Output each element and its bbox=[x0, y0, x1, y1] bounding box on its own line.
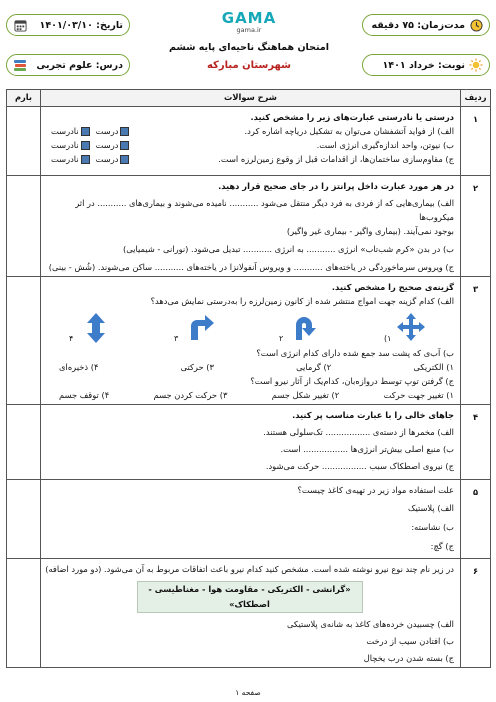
list-item: ب) افتادن سیب از درخت bbox=[366, 636, 454, 646]
four-way-arrow-icon bbox=[396, 312, 426, 342]
true-false-options bbox=[51, 138, 129, 152]
checkbox-icon bbox=[120, 127, 129, 136]
checkbox-icon bbox=[81, 127, 90, 136]
question-title: درستی یا نادرستی عبارت‌های زیر را مشخص کنید. bbox=[250, 112, 454, 122]
list-item bbox=[45, 138, 454, 152]
option-1[interactable]: ۱) الکتریکی bbox=[413, 362, 454, 372]
list-item: الف) پلاستیک bbox=[408, 503, 454, 513]
books-icon bbox=[13, 58, 27, 72]
checkbox-icon bbox=[120, 141, 129, 150]
question-number: ۴ bbox=[461, 405, 491, 480]
false-option[interactable]: نادرست bbox=[51, 138, 90, 152]
checkbox-icon bbox=[120, 155, 129, 164]
score-cell bbox=[7, 480, 41, 559]
question-text: الف) کدام گزینه جهت امواج منتشر شده از کانون زمین‌لرزه را به‌درستی نمایش می‌دهد؟ bbox=[150, 296, 454, 306]
gama-logo bbox=[218, 10, 280, 38]
city-title: شهرستان مبارکه bbox=[206, 60, 291, 71]
date-pill bbox=[6, 14, 130, 36]
questions-table bbox=[6, 89, 491, 668]
score-cell bbox=[7, 405, 41, 480]
score-cell bbox=[7, 277, 41, 405]
word-bank: «گرانشی - الکتریکی - مقاومت هوا - مغناطیسی - اصطکاک» bbox=[137, 581, 363, 613]
score-cell bbox=[7, 559, 41, 668]
turn-pill bbox=[362, 54, 490, 76]
list-item: ج) نیروی اصطکاک سبب ................. حرکت می‌شود. bbox=[265, 461, 454, 471]
list-item: ب) نشاسته: bbox=[411, 522, 454, 532]
question-row-3 bbox=[7, 277, 491, 405]
statement-text: ج) مقاوم‌سازی ساختمان‌ها، از اقدامات قبل از وقوع زمین‌لرزه است. bbox=[218, 154, 454, 164]
question-body bbox=[41, 405, 461, 480]
option-3[interactable]: ۳) حرکت کردن جسم bbox=[153, 390, 228, 400]
option-4[interactable]: ۴) ذخیره‌ای bbox=[59, 362, 99, 372]
list-item: الف) بیماری‌هایی که از فردی به فرد دیگر منتقل می‌شود ........... نامیده می‌شوند و بیماری‌های ........... در اثر میکروب‌ها bbox=[75, 198, 454, 222]
calendar-icon bbox=[13, 18, 27, 32]
list-item: ج) بسته شدن درب یخچال bbox=[363, 653, 454, 663]
list-item: ج) گچ: bbox=[430, 541, 454, 551]
question-number: ۱ bbox=[461, 107, 491, 176]
true-option[interactable]: درست bbox=[96, 152, 130, 166]
clock-icon bbox=[469, 18, 483, 32]
question-number: ۲ bbox=[461, 176, 491, 277]
col-desc-header: شرح سوالات bbox=[41, 90, 461, 107]
checkbox-icon bbox=[81, 155, 90, 164]
list-item: ج) ویروس سرماخوردگی در یاخته‌های ........... و ویروس آنفولانزا در یاخته‌های ........... ساکن می‌شوند. (شُش - بینی) bbox=[48, 262, 454, 272]
sun-icon bbox=[469, 58, 483, 72]
question-text: ج) گرفتن توپ توسط دروازه‌بان، کدام‌یک از آثار نیرو است؟ bbox=[250, 376, 454, 386]
question-body bbox=[41, 480, 461, 559]
subject-label: درس: علوم تجربی bbox=[36, 59, 123, 71]
question-text: ب) آب‌ی که پشت سد جمع شده دارای کدام انرژی است؟ bbox=[256, 348, 454, 358]
option-2[interactable]: ۲) گرمایی bbox=[296, 362, 332, 372]
statement-text: الف) از فواید آتشفشان می‌توان به تشکیل دریاچه اشاره کرد. bbox=[244, 126, 454, 136]
score-cell bbox=[7, 107, 41, 176]
list-item: بوجود نمی‌آیند. (بیماری واگیر - بیماری غیر واگیر) bbox=[286, 226, 454, 236]
option-3[interactable]: ۳) حرکتی bbox=[180, 362, 214, 372]
duration-label: مدت‌زمان: ۷۵ دقیقه bbox=[371, 19, 465, 31]
question-title: در هر مورد عبارت داخل پرانتز را در جای صحیح قرار دهید. bbox=[218, 181, 454, 191]
question-row-4 bbox=[7, 405, 491, 480]
option-4[interactable]: ۴) توقف جسم bbox=[59, 390, 110, 400]
question-body bbox=[41, 559, 461, 668]
false-option[interactable]: نادرست bbox=[51, 124, 90, 138]
date-label: تاریخ: ۱۴۰۱/۰۳/۱۰ bbox=[39, 19, 123, 31]
col-score-header: بارم bbox=[7, 90, 41, 107]
statement-text: ب) نیوتن، واحد اندازه‌گیری انرژی است. bbox=[316, 140, 454, 150]
question-row-2 bbox=[7, 176, 491, 277]
option-1-four-way-arrow[interactable]: ۱) bbox=[384, 310, 444, 346]
list-item bbox=[45, 124, 454, 138]
question-body bbox=[41, 176, 461, 277]
false-option[interactable]: نادرست bbox=[51, 152, 90, 166]
list-item: ب) در بدن «کرم شب‌تاب» انرژی ........... به انرژی ........... تبدیل می‌شود. (نورانی - شیمیایی) bbox=[123, 244, 454, 254]
table-header-row bbox=[7, 90, 491, 107]
options-row bbox=[45, 360, 454, 374]
option-2[interactable]: ۲) تغییر شکل جسم bbox=[271, 390, 340, 400]
question-number: ۶ bbox=[461, 559, 491, 668]
true-option[interactable]: درست bbox=[96, 138, 130, 152]
up-down-arrow-icon bbox=[81, 312, 111, 344]
logo-subtext: gama.ir bbox=[236, 26, 262, 34]
question-body bbox=[41, 107, 461, 176]
question-number: ۵ bbox=[461, 480, 491, 559]
exam-title: امتحان هماهنگ ناحیه‌ای پایه ششم bbox=[169, 42, 329, 53]
duration-pill bbox=[362, 14, 490, 36]
true-false-options bbox=[51, 124, 129, 138]
true-false-options bbox=[51, 152, 129, 166]
question-title: جاهای خالی را با عبارت مناسب پر کنید. bbox=[292, 410, 454, 420]
option-1[interactable]: ۱) تغییر جهت حرکت bbox=[383, 390, 454, 400]
question-number: ۳ bbox=[461, 277, 491, 405]
u-turn-arrow-icon bbox=[291, 312, 321, 342]
options-row bbox=[45, 388, 454, 402]
col-row-header: ردیف bbox=[461, 90, 491, 107]
question-body bbox=[41, 277, 461, 405]
question-row-6 bbox=[7, 559, 491, 668]
page-number: صفحه ۱ bbox=[235, 688, 261, 697]
turn-right-arrow-icon bbox=[186, 312, 216, 342]
list-item: الف) چسبیدن خرده‌های کاغذ به شانه‌ی پلاستیکی bbox=[287, 619, 454, 629]
checkbox-icon bbox=[81, 141, 90, 150]
logo-text: GAMA bbox=[221, 9, 277, 27]
option-3-turn-right-arrow[interactable]: ۳ bbox=[174, 310, 234, 346]
question-title: گزینه‌ی صحیح را مشخص کنید. bbox=[331, 282, 454, 292]
arrow-options bbox=[45, 308, 454, 346]
true-option[interactable]: درست bbox=[96, 124, 130, 138]
list-item: ب) منبع اصلی بیش‌تر انرژی‌ها ................. است. bbox=[280, 444, 454, 454]
turn-label: نوبت: خرداد ۱۴۰۱ bbox=[382, 59, 465, 71]
list-item bbox=[45, 152, 454, 166]
score-cell bbox=[7, 176, 41, 277]
exam-header bbox=[6, 6, 490, 84]
question-row-5 bbox=[7, 480, 491, 559]
question-title: در زیر نام چند نوع نیرو نوشته شده است. مشخص کنید کدام نیرو باعث اتفاقات مربوط به آن می‌شود. (دو مورد اضافه) bbox=[45, 564, 454, 574]
list-item: الف) مخمرها از دسته‌ی ................. تک‌سلولی هستند. bbox=[263, 427, 454, 437]
question-row-1 bbox=[7, 107, 491, 176]
question-title: علت استفاده مواد زیر در تهیه‌ی کاغذ چیست؟ bbox=[297, 485, 454, 495]
option-4-up-down-arrow[interactable]: ۴ bbox=[69, 310, 129, 346]
option-2-u-turn-arrow[interactable]: ۲ bbox=[279, 310, 339, 346]
subject-pill bbox=[6, 54, 130, 76]
